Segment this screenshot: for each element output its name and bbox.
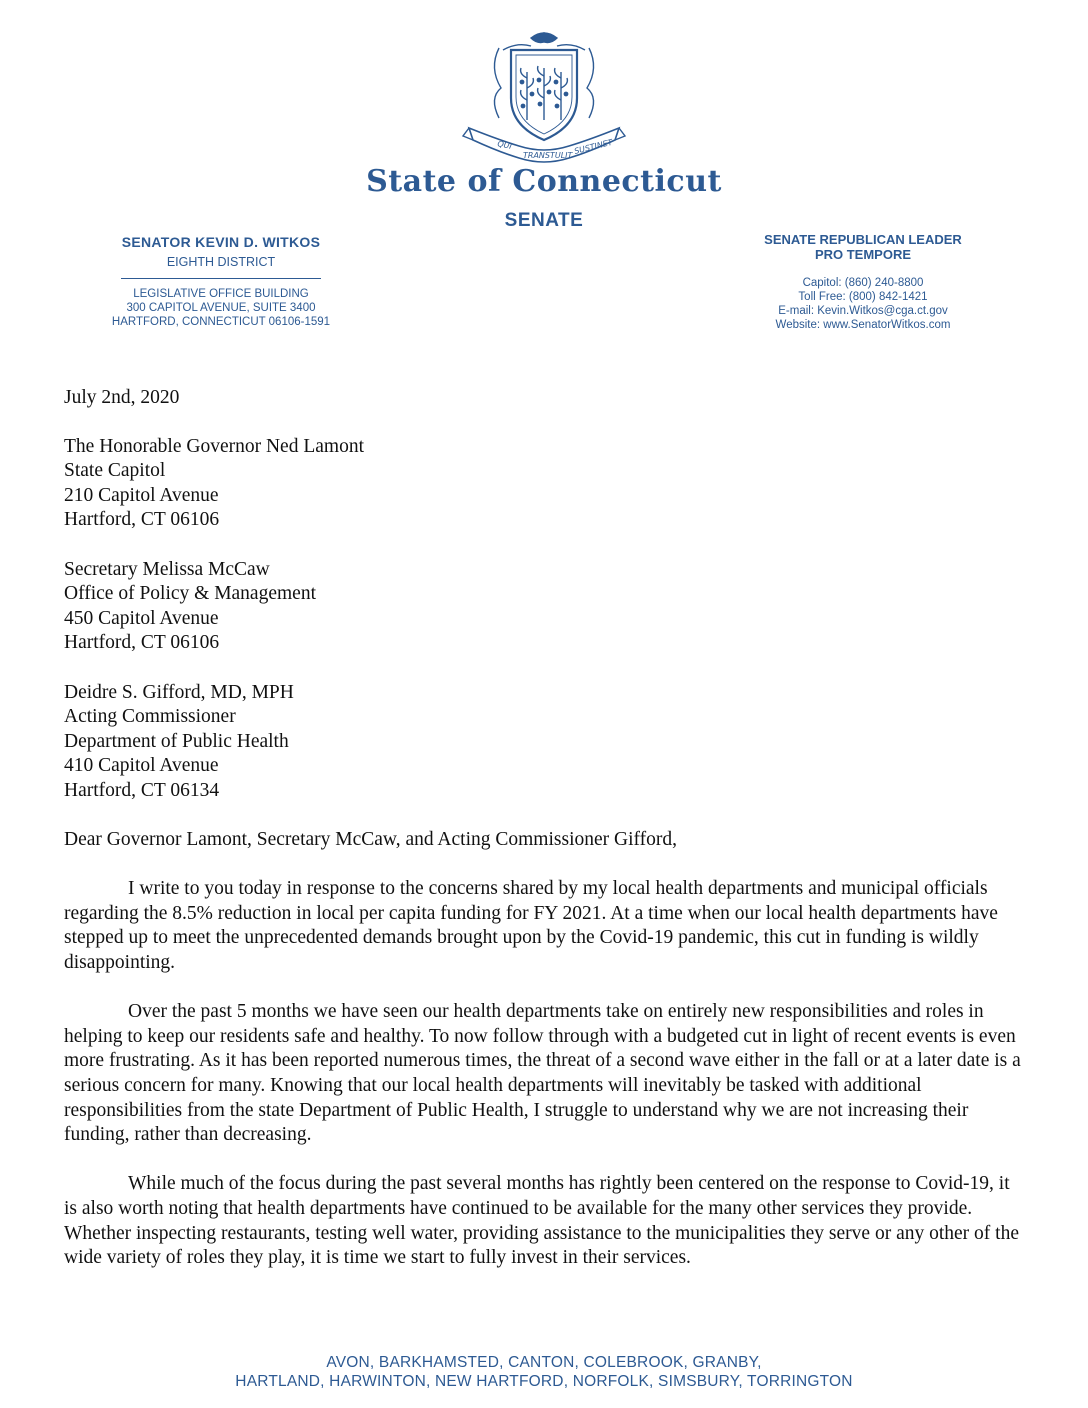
address-line: 450 Capitol Avenue xyxy=(64,607,219,629)
senator-role: SENATE REPUBLICAN LEADER xyxy=(764,232,962,247)
office-address-line: HARTFORD, CONNECTICUT 06106-1591 xyxy=(111,316,331,328)
state-title: State of Connecticut xyxy=(366,164,722,199)
recipient-address xyxy=(64,435,1024,533)
district-towns-footer xyxy=(0,1353,1088,1391)
recipient-address xyxy=(64,681,1024,804)
contact-line: Capitol: (860) 240-8800 xyxy=(802,277,924,289)
address-line: Secretary Melissa McCaw xyxy=(64,558,270,580)
senator-role-block xyxy=(747,232,979,332)
body-paragraph: I write to you today in response to the concerns shared by my local health departments and municipal officials regarding the 8.5% reduction in local per capita funding for FY 2021. At a time when our local health departments have stepped up to meet the unprecedented demands brought upon by the Covid-19 pandemic, this cut in funding is wildly disappointing. xyxy=(64,878,998,974)
contact-line: Toll Free: (800) 842-1421 xyxy=(798,291,928,303)
office-address-line: 300 CAPITOL AVENUE, SUITE 3400 xyxy=(126,302,316,314)
state-seal-icon xyxy=(459,28,629,168)
letter-body xyxy=(64,386,1024,1295)
salutation: Dear Governor Lamont, Secretary McCaw, and Acting Commissioner Gifford, xyxy=(64,829,678,851)
senator-role-subtitle: PRO TEMPORE xyxy=(814,247,912,262)
senator-name: SENATOR KEVIN D. WITKOS xyxy=(121,234,321,250)
senator-district: EIGHTH DISTRICT xyxy=(166,255,276,269)
address-line: Hartford, CT 06106 xyxy=(64,509,220,531)
address-line: State Capitol xyxy=(64,460,166,482)
svg-text:QUI: QUI xyxy=(496,139,513,151)
letterhead-divider xyxy=(121,278,321,279)
address-line: Acting Commissioner xyxy=(64,706,236,728)
contact-website[interactable]: Website: www.SenatorWitkos.com xyxy=(775,319,951,331)
office-address-line: LEGISLATIVE OFFICE BUILDING xyxy=(133,288,309,300)
contact-email[interactable]: E-mail: Kevin.Witkos@cga.ct.gov xyxy=(778,305,948,317)
address-line: Hartford, CT 06134 xyxy=(64,779,220,801)
senator-info-block xyxy=(98,234,344,329)
letter-date: July 2nd, 2020 xyxy=(64,387,180,408)
recipient-address xyxy=(64,558,1024,656)
recipient-list xyxy=(64,435,1024,804)
body-paragraph: While much of the focus during the past several months has rightly been centered on the response to Covid-19, it is also worth noting that health departments have continued to be available for the many other services they provide. Whether inspecting restaurants, testing well water, providing assistance to the municipalities they serve or any other of the wide variety of roles they play, it is time we start to fully invest in their services. xyxy=(64,1173,1019,1269)
address-line: Hartford, CT 06106 xyxy=(64,632,220,654)
svg-text:SUSTINET: SUSTINET xyxy=(573,137,614,156)
address-line: Office of Policy & Management xyxy=(64,583,316,605)
address-line: 210 Capitol Avenue xyxy=(64,484,219,506)
address-line: Department of Public Health xyxy=(64,730,289,752)
footer-line: HARTLAND, HARWINTON, NEW HARTFORD, NORFOLK, SIMSBURY, TORRINGTON xyxy=(235,1373,853,1390)
address-line: The Honorable Governor Ned Lamont xyxy=(64,435,364,457)
address-line: 410 Capitol Avenue xyxy=(64,755,219,777)
body-paragraph: Over the past 5 months we have seen our health departments take on entirely new responsibilities and roles in helping to keep our residents safe and healthy. To now follow through with a budgeted cut in light of recent events is even more frustrating. As it has been reported numerous times, the threat of a second wave either in the fall or at a later date is a serious concern for many. Knowing that our local health departments will inevitably be tasked with additional responsibilities from the state Department of Public Health, I struggle to understand why we are not increasing their funding, rather than decreasing. xyxy=(64,1001,1021,1146)
address-line: Deidre S. Gifford, MD, MPH xyxy=(64,681,294,703)
chamber-title: SENATE xyxy=(504,210,584,231)
footer-line: AVON, BARKHAMSTED, CANTON, COLEBROOK, GRANBY, xyxy=(326,1354,762,1371)
svg-text:TRANSTULIT: TRANSTULIT xyxy=(523,151,573,160)
